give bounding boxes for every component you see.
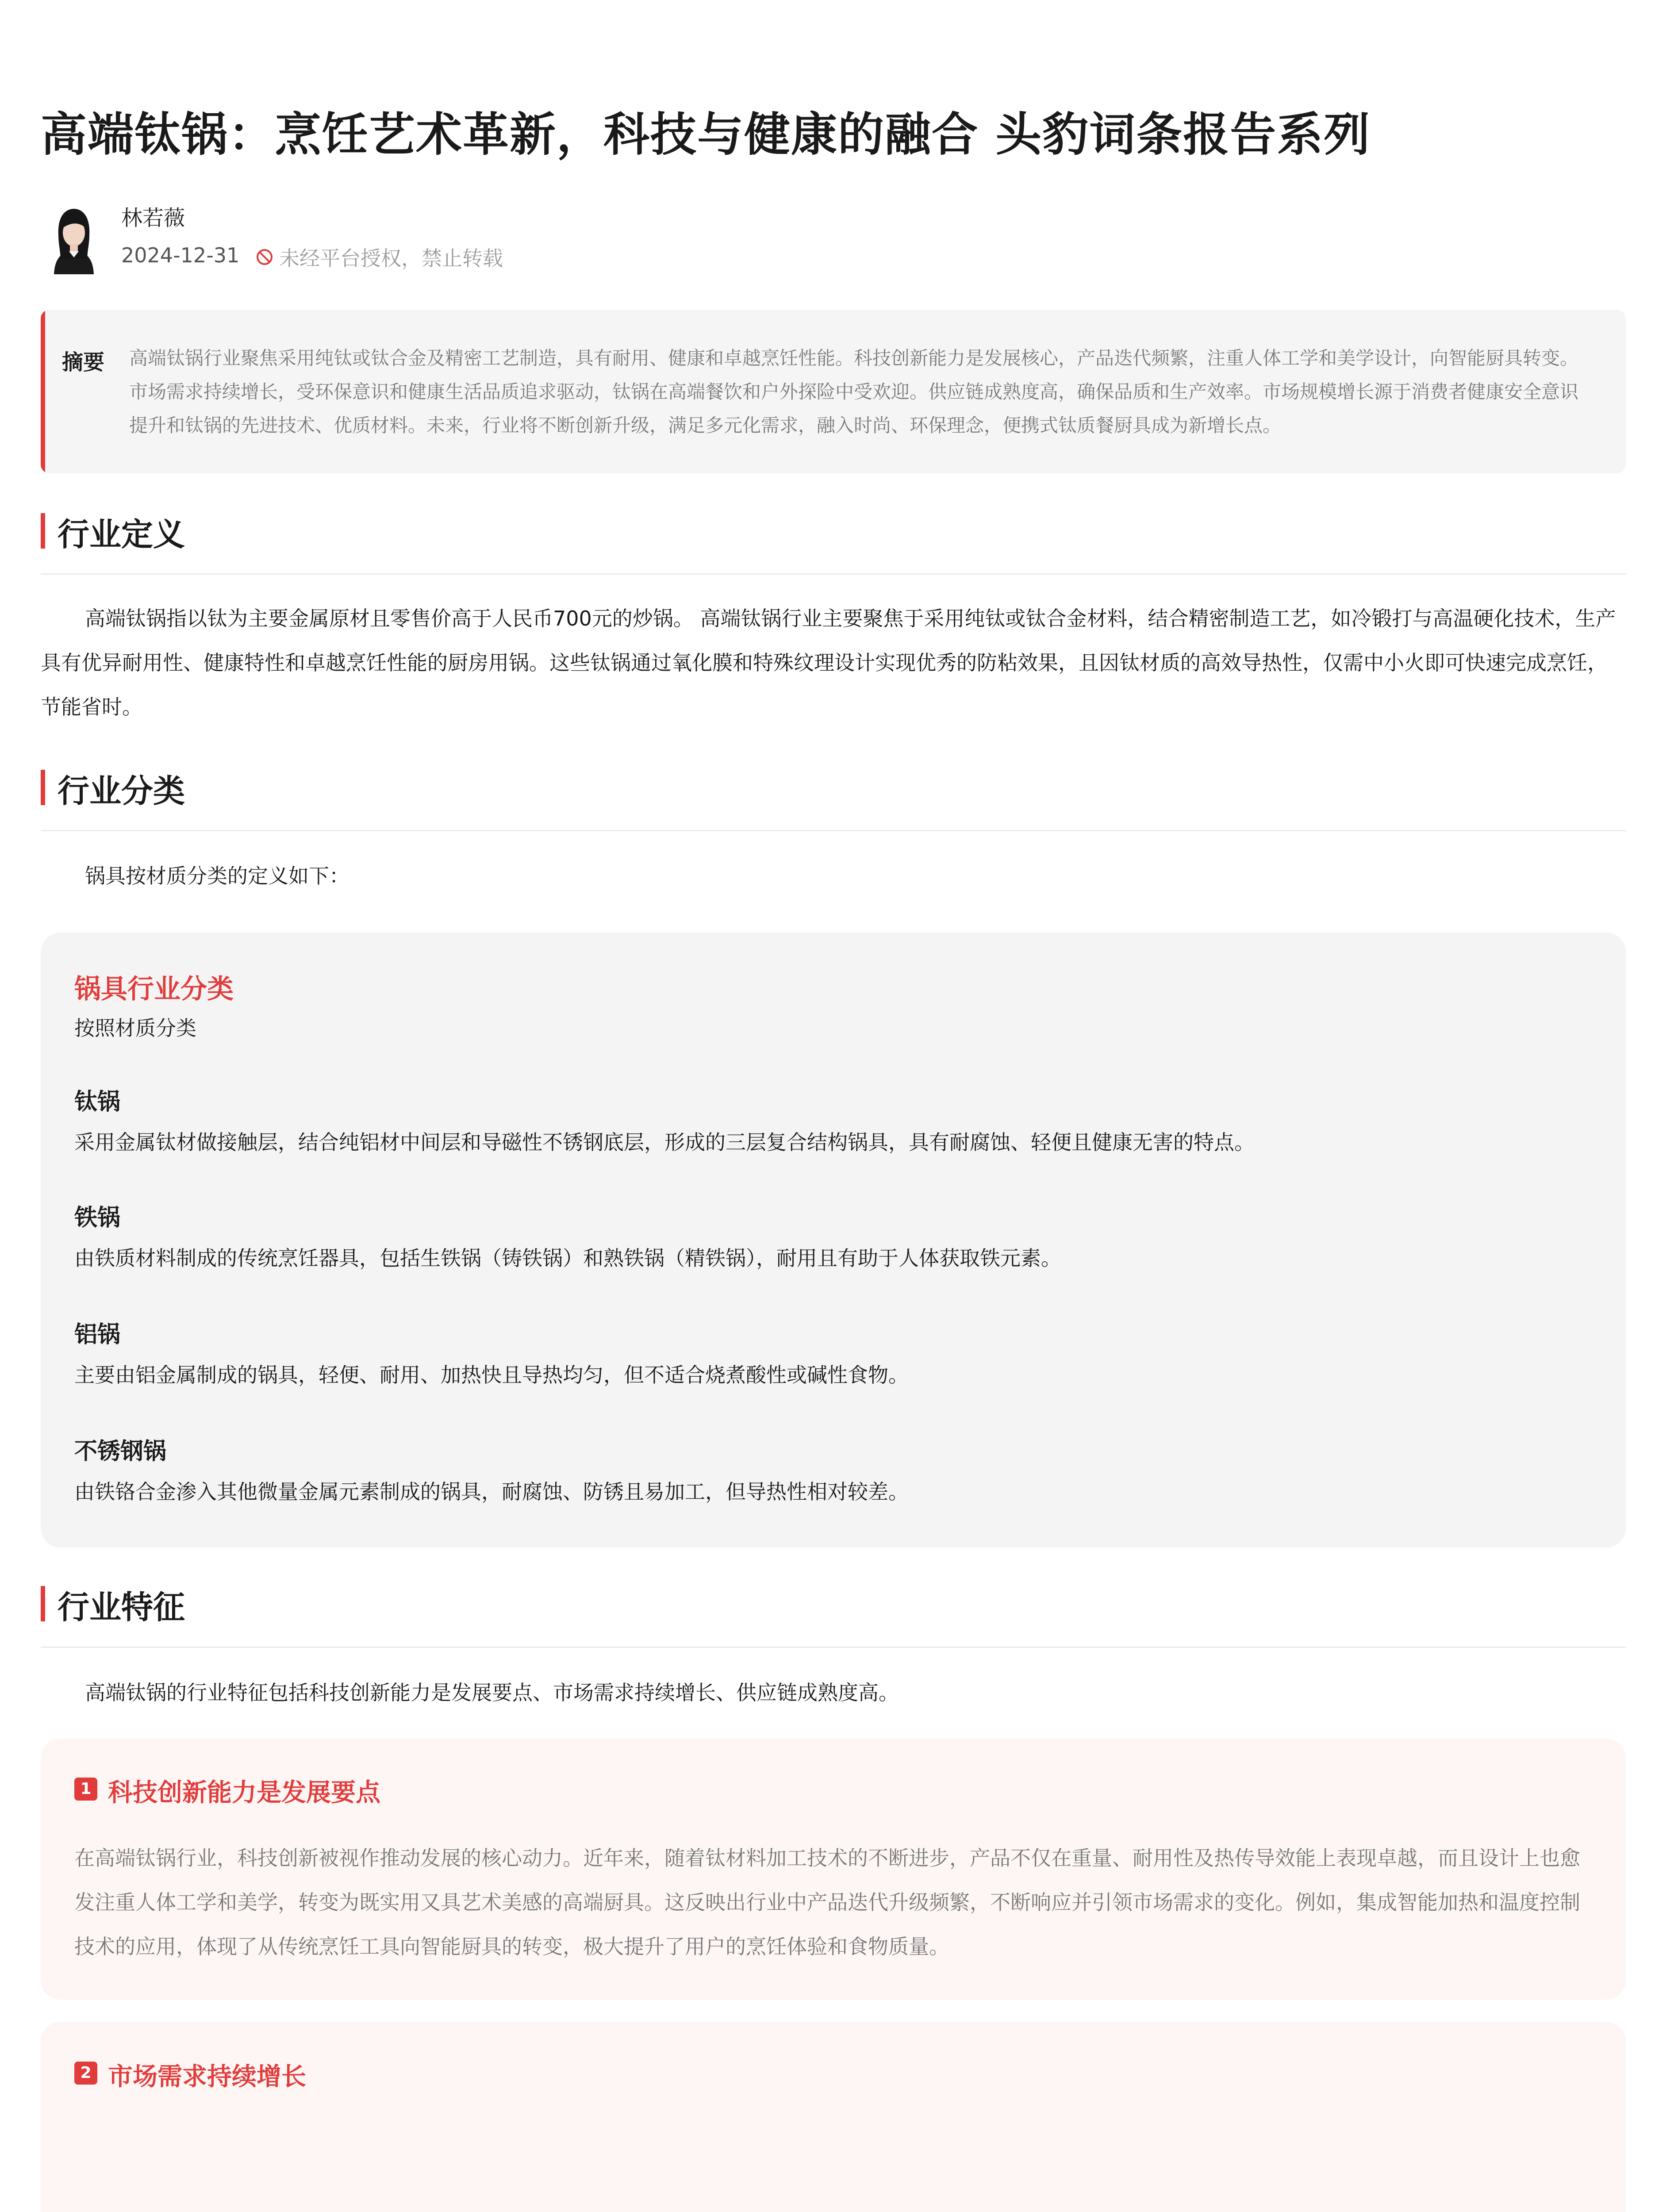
feature-number-badge: 2 xyxy=(74,2062,97,2085)
feature-number-badge: 1 xyxy=(74,1778,97,1801)
section-divider xyxy=(41,573,1626,575)
section-definition-title: 行业定义 xyxy=(58,516,185,553)
abstract-box xyxy=(41,310,1626,473)
section-classification-title: 行业分类 xyxy=(58,772,185,810)
section-definition-header xyxy=(41,509,1626,553)
feature-card xyxy=(41,2022,1626,2212)
classification-intro: 锅具按材质分类的定义如下： xyxy=(85,864,349,888)
license-text: 未经平台授权，禁止转载 xyxy=(279,246,503,270)
classification-item-desc: 采用金属钛材做接触层，结合纯铝材中间层和导磁性不锈钢底层，形成的三层复合结构锅具，具有耐腐蚀、轻便且健康无害的特点。 xyxy=(74,1130,1255,1154)
classification-card-subtitle: 按照材质分类 xyxy=(74,1016,196,1040)
feature-text: 在高端钛锅行业，科技创新被视作推动发展的核心动力。近年来，随着钛材料加工技术的不断进步，产品不仅在重量、耐用性及热传导效能上表现卓越，而且设计上也愈发注重人体工学和美学，转变为既实用又具艺术美感的高端厨具。这反映出行业中产品迭代升级频繁，不断响应并引领市场需求的变化。例如，集成智能加热和温度控制技术的应用，体现了从传统烹饪工具向智能厨具的转变，极大提升了用户的烹饪体验和食物质量。 xyxy=(74,1846,1580,1959)
author-avatar[interactable] xyxy=(45,204,103,274)
section-accent-bar xyxy=(41,770,45,805)
classification-item-desc: 由铁质材料制成的传统烹饪器具，包括生铁锅（铸铁锅）和熟铁锅（精铁锅），耐用且有助于人体获取铁元素。 xyxy=(74,1246,1061,1270)
section-classification-header xyxy=(41,765,1626,810)
section-features-header xyxy=(41,1582,1626,1626)
classification-item-name: 不锈钢锅 xyxy=(74,1438,167,1465)
section-accent-bar xyxy=(41,513,45,549)
author-row xyxy=(41,195,660,283)
classification-item-name: 钛锅 xyxy=(74,1089,121,1115)
avatar-portrait-icon xyxy=(45,204,103,274)
ban-icon xyxy=(255,248,274,266)
classification-item-desc: 主要由铝金属制成的锅具，轻便、耐用、加热快且导热均匀，但不适合烧煮酸性或碱性食物。 xyxy=(74,1363,909,1387)
feature-title: 科技创新能力是发展要点 xyxy=(108,1778,380,1807)
classification-item-name: 铝锅 xyxy=(74,1321,121,1348)
section-divider xyxy=(41,1647,1626,1648)
section-features-title: 行业特征 xyxy=(58,1589,185,1626)
license-notice xyxy=(255,242,503,272)
abstract-accent-bar xyxy=(41,310,45,473)
classification-card-title: 锅具行业分类 xyxy=(74,974,234,1005)
section-accent-bar xyxy=(41,1586,45,1621)
section-divider xyxy=(41,830,1626,831)
definition-paragraph: 高端钛锅指以钛为主要金属原材且零售价高于人民币700元的炒锅。 高端钛锅行业主要聚焦于采用纯钛或钛合金材料，结合精密制造工艺，如冷锻打与高温硬化技术，生产具有优异耐用性、健康特性和卓越烹饪性能的厨房用锅。这些钛锅通过氧化膜和特殊纹理设计实现优秀的防粘效果，且因钛材质的高效导热性，仅需中小火即可快速完成烹饪，节能省时。 xyxy=(41,607,1616,719)
feature-title: 市场需求持续增长 xyxy=(108,2062,306,2091)
classification-item-name: 铁锅 xyxy=(74,1205,121,1231)
page-title: 高端钛锅：烹饪艺术革新，科技与健康的融合 头豹词条报告系列 xyxy=(41,108,1371,161)
abstract-text: 高端钛锅行业聚焦采用纯钛或钛合金及精密工艺制造，具有耐用、健康和卓越烹饪性能。科技创新能力是发展核心，产品迭代频繁，注重人体工学和美学设计，向智能厨具转变。市场需求持续增长，受环保意识和健康生活品质追求驱动，钛锅在高端餐饮和户外探险中受欢迎。供应链成熟度高，确保品质和生产效率。市场规模增长源于消费者健康安全意识提升和钛锅的先进技术、优质材料。未来，行业将不断创新升级，满足多元化需求，融入时尚、环保理念，便携式钛质餐厨具成为新增长点。 xyxy=(129,347,1579,436)
features-intro: 高端钛锅的行业特征包括科技创新能力是发展要点、市场需求持续增长、供应链成熟度高。 xyxy=(85,1681,899,1705)
publish-date: 2024-12-31 xyxy=(121,243,240,267)
feature-card xyxy=(41,1739,1626,2000)
classification-card xyxy=(41,933,1626,1548)
author-name[interactable]: 林若薇 xyxy=(121,206,185,230)
classification-item-desc: 由铁铬合金渗入其他微量金属元素制成的锅具，耐腐蚀、防锈且易加工，但导热性相对较差。 xyxy=(74,1480,909,1504)
abstract-label: 摘要 xyxy=(62,350,105,375)
